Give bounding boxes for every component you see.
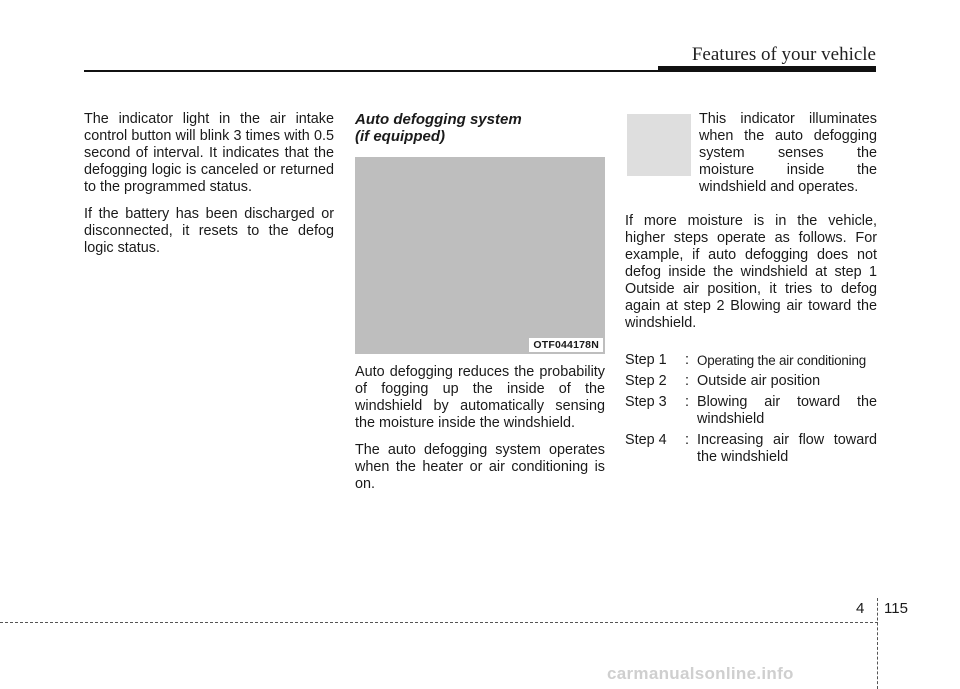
middle-column-body [355, 364, 605, 503]
watermark-text: carmanualsonline.info [607, 664, 794, 683]
middle-column-heading [355, 111, 605, 145]
step-separator: : [685, 432, 689, 448]
paragraph: The indicator light in the air intake control button will blink 3 times with 0.5 second of interval. It indicates that the defogging logic is canceled or returned to the programmed status. [84, 111, 334, 195]
paragraph: If more moisture is in the vehicle, higher steps operate as follows. For example, if auto defogging does not defog inside the windshield at step 1 Outside air position, it tries to defog again at step 2 Blowing air toward the windshield. [625, 213, 877, 331]
paragraph: The auto defogging system operates when the heater or air conditioning is on. [355, 442, 605, 492]
list-item [625, 394, 877, 428]
right-column-body [625, 213, 877, 470]
indicator-icon-image [627, 114, 691, 176]
footer-rule [0, 622, 878, 623]
step-separator: : [685, 352, 689, 368]
chapter-number: 4 [856, 600, 865, 617]
figure-caption: OTF044178N [529, 338, 603, 352]
step-label: Step 4 [625, 432, 667, 448]
step-separator: : [685, 373, 689, 389]
footer-divider [877, 598, 878, 689]
header-rule-accent [658, 66, 876, 72]
step-text: Operating the air conditioning [697, 353, 866, 368]
step-text: Blowing air toward the windshield [697, 394, 877, 427]
page-header-title: Features of your vehicle [691, 44, 876, 65]
step-label: Step 1 [625, 352, 667, 368]
paragraph: If the battery has been discharged or disconnected, it resets to the defog logic status. [84, 206, 334, 256]
section-heading-line1: Auto defogging system [355, 111, 522, 128]
paragraph: Auto defogging reduces the probability of fogging up the inside of the windshield by automatically sensing the moisture inside the windshield. [355, 364, 605, 431]
page-number: 115 [884, 600, 908, 617]
list-item [625, 352, 877, 369]
figure-image [355, 157, 605, 354]
steps-list [625, 352, 877, 466]
list-item [625, 432, 877, 466]
list-item [625, 373, 877, 390]
step-label: Step 3 [625, 394, 667, 410]
indicator-description: This indicator illuminates when the auto defogging system senses the moisture inside the windshield and operates. [699, 111, 877, 195]
step-text: Outside air position [697, 373, 821, 389]
step-separator: : [685, 394, 689, 410]
step-label: Step 2 [625, 373, 667, 389]
section-heading-line2: (if equipped) [355, 128, 445, 145]
left-column [84, 111, 334, 267]
step-text: Increasing air flow toward the windshield [697, 432, 877, 465]
